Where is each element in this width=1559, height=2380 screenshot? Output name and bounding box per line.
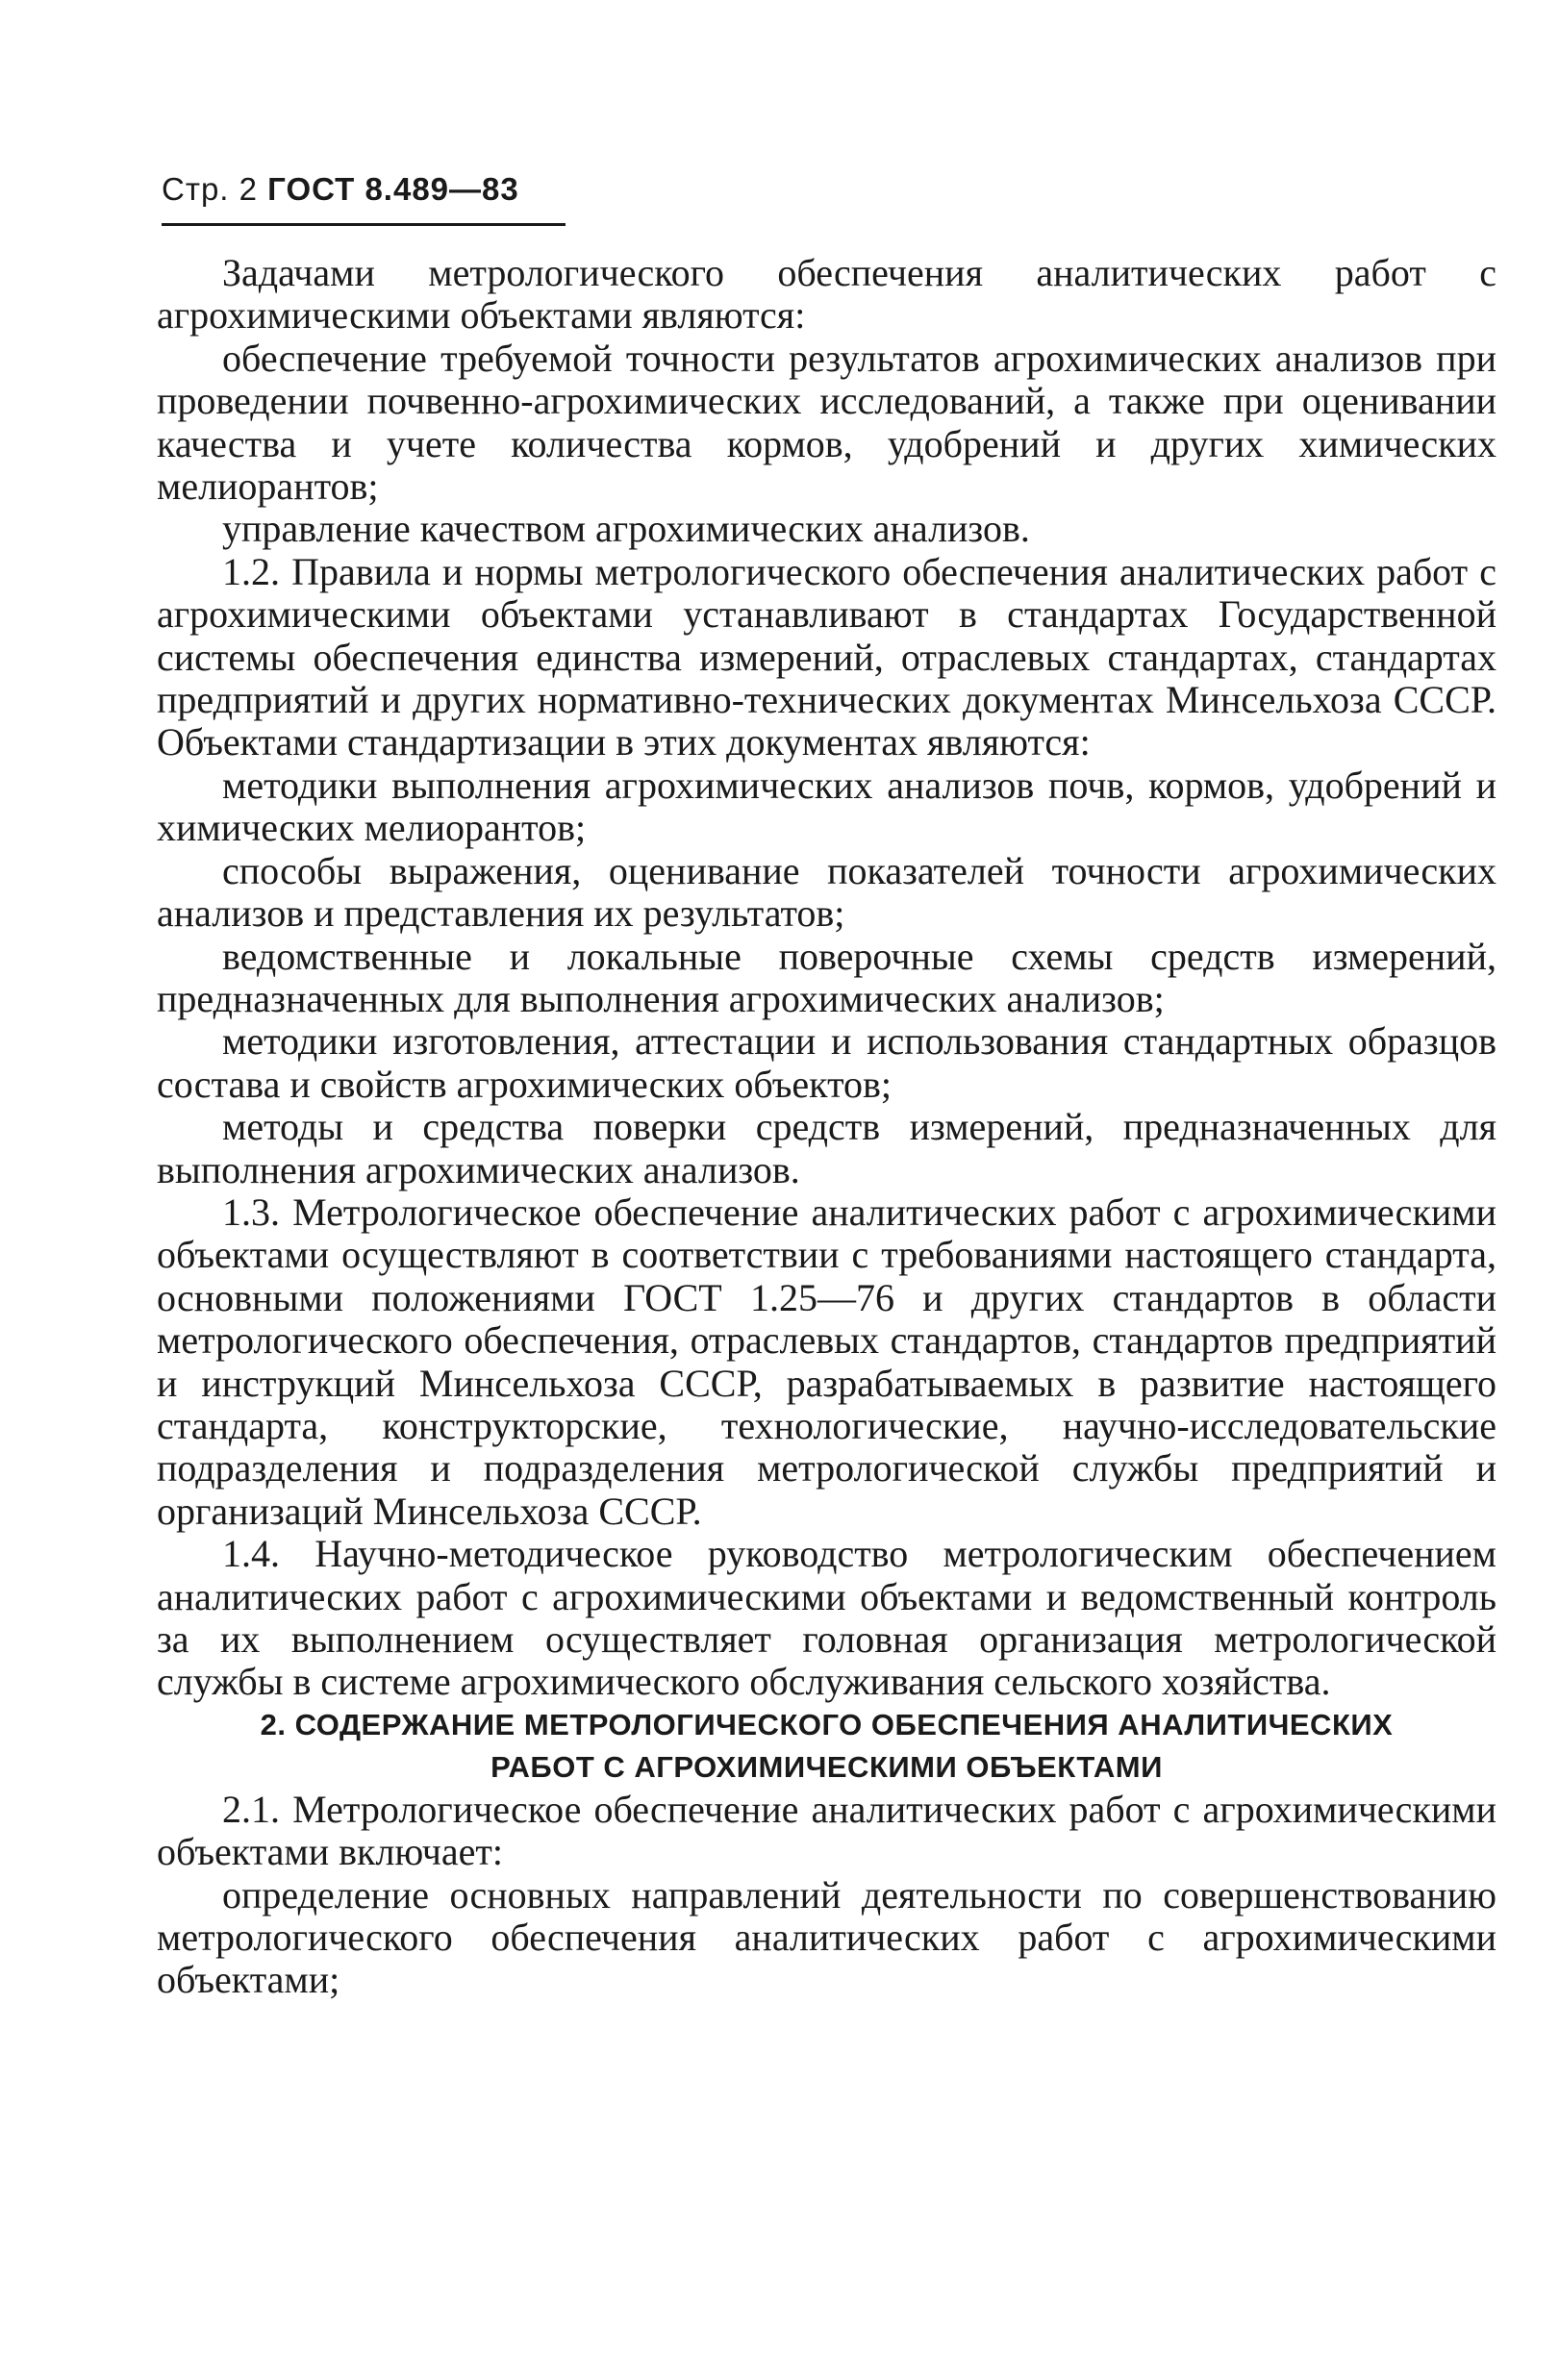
paragraph-2-1: 2.1. Метрологическое обеспечение аналитических работ с агрохимическими объектами включает:: [157, 1787, 1496, 1874]
list-item-quality-management: управление качеством агрохимических анализов.: [222, 507, 1030, 551]
document-body: [157, 252, 1496, 2002]
paragraph-1-3: 1.3. Метрологическое обеспечение аналитических работ с агрохимическими объектами осуществляют в соответствии с требованиями настоящего стандарта, основными положениями ГОСТ 1.25—76 и других стандартов в области метрологического обеспечения, отраслевых стандартов, стандартов предприятий и инструкций Минсельхоза СССР, разрабатываемых в развитие настоящего стандарта, конструкторские, технологические, научно-исследовательские подразделения и подразделения метрологической службы предприятий и организаций Минсельхоза СССР.: [157, 1190, 1496, 1533]
list-item-methods: методики выполнения агрохимических анализов почв, кормов, удобрений и химических мелиорантов;: [157, 763, 1496, 850]
paragraph-tasks-intro: Задачами метрологического обеспечения аналитических работ с агрохимическими объектами являются:: [157, 251, 1496, 338]
list-item-verification-methods: методы и средства поверки средств измерений, предназначенных для выполнения агрохимических анализов.: [157, 1105, 1496, 1191]
page-number: Стр. 2: [162, 171, 258, 207]
section-2-heading: [157, 1704, 1496, 1789]
list-item-directions: определение основных направлений деятельности по совершенствованию метрологического обеспечения аналитических работ с агрохимическими объектами;: [157, 1872, 1496, 2002]
paragraph-1-4: 1.4. Научно-методическое руководство метрологическим обеспечением аналитических работ с агрохимическими объектами и ведомственный контроль за их выполнением осуществляет головная организация метрологической службы в системе агрохимического обслуживания сельского хозяйства.: [157, 1532, 1496, 1704]
list-item-verification-schemes: ведомственные и локальные поверочные схемы средств измерений, предназначенных для выполнения агрохимических анализов;: [157, 934, 1496, 1020]
list-item-reference-samples: методики изготовления, аттестации и использования стандартных образцов состава и свойств агрохимических объектов;: [157, 1019, 1496, 1106]
section-2-heading-line2: РАБОТ С АГРОХИМИЧЕСКИМИ ОБЪЕКТАМИ: [490, 1749, 1163, 1784]
list-item-accuracy-indicators: способы выражения, оценивание показателей точности агрохимических анализов и представления их результатов;: [157, 848, 1496, 936]
section-2-heading-line1: 2. СОДЕРЖАНИЕ МЕТРОЛОГИЧЕСКОГО ОБЕСПЕЧЕНИЯ АНАЛИТИЧЕСКИХ: [260, 1707, 1394, 1741]
paragraph-1-2: 1.2. Правила и нормы метрологического обеспечения аналитических работ с агрохимическими объектами устанавливают в стандартах Государственной системы обеспечения единства измерений, отраслевых стандартах, стандартах предприятий и других нормативно-технических документах Минсельхоза СССР. Объектами стандартизации в этих документах являются:: [157, 549, 1496, 764]
header-rule: [162, 223, 566, 226]
document-code: ГОСТ 8.489—83: [267, 171, 519, 207]
page-header: [162, 171, 519, 208]
list-item-accuracy: обеспечение требуемой точности результатов агрохимических анализов при проведении почвенно-агрохимических исследований, а также при оценивании качества и учете количества кормов, удобрений и других химических мелиорантов;: [157, 336, 1496, 509]
